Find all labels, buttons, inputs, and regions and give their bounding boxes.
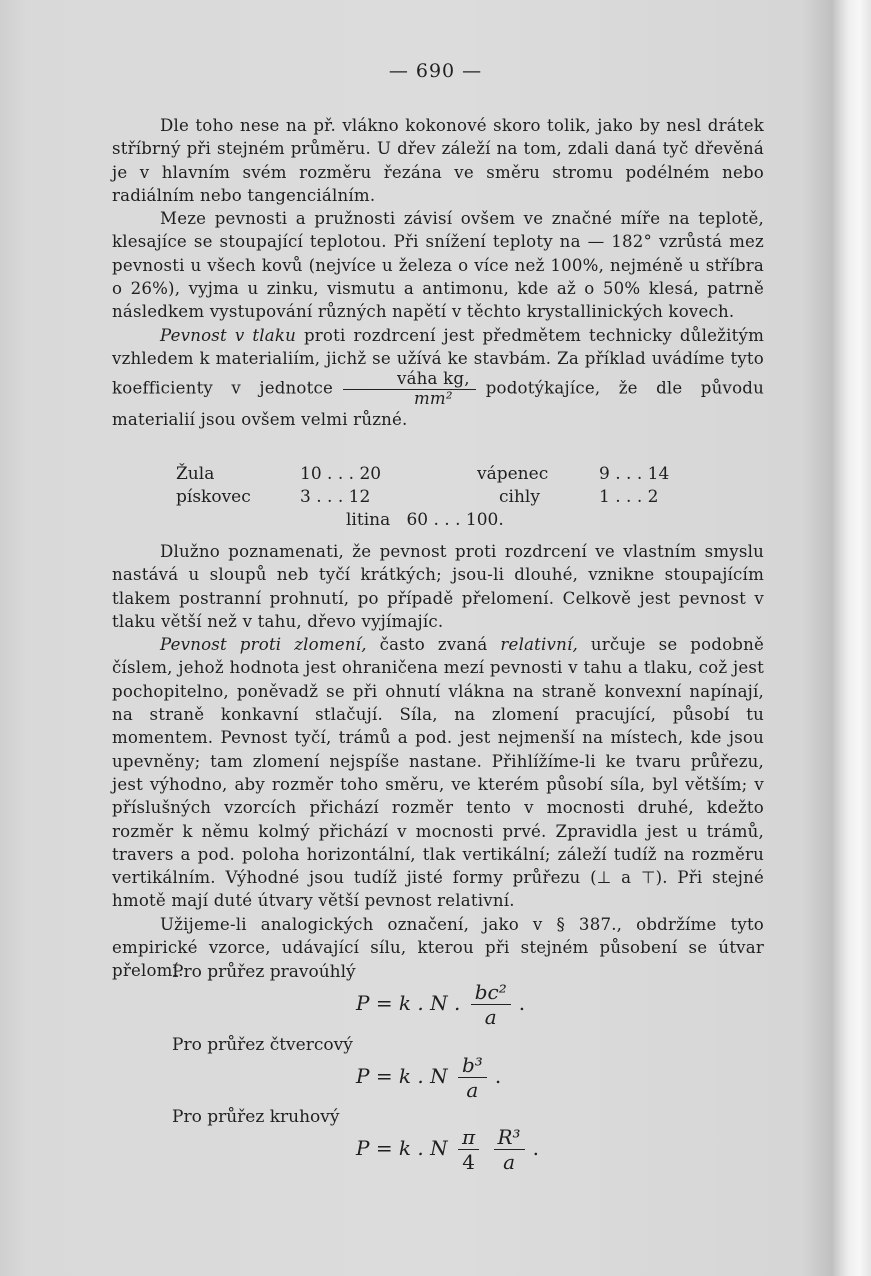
formula-1-numerator: bc² [471,980,511,1005]
formula-2-fraction [458,1053,487,1102]
formula-1-denominator: a [484,1005,497,1029]
material-name: cihly [499,486,540,507]
paragraph-3-text-b: podotýkajíce, že dle původu materialií jsou ovšem velmi různé. [112,378,764,430]
material-name: pískovec [176,486,251,507]
formula-3-denominator-1: 4 [462,1150,475,1174]
paragraph-1: Dle toho nese na př. vlákno kokonové skoro tolik, jako by nesl drátek stříbrný při stejném průměru. U dřev záleží na tom, zdali daná tyč dřevěná je v hlavním svém rozměru řezána ve směru stromu podélném nebo radiálním nebo tangenciálním. [112,116,764,205]
formula-3-lhs: P = k . N [356,1136,448,1160]
formula-3-fraction-pi [458,1125,479,1174]
paragraph-4: Dlužno poznamenati, že pevnost proti rozdrcení ve vlastním smyslu nastává u sloupů neb tyčí krátkých; jsou-li dlouhé, vznikne stoupajícím tlakem postranní prohnutí, po případě přelomení. Celkově jest pevnost v tlaku větší než v tahu, dřevo vyjímajíc. [112,542,764,631]
text-block-bottom [112,540,764,983]
paragraph-6: Užijeme-li analogických označení, jako v § 387., obdržíme tyto empirické vzorce, udávající sílu, kterou při stejném působení se útvar přelomí. [112,914,764,981]
formula-2-lhs: P = k . N [356,1064,448,1088]
material-range: 60 . . . 100. [406,509,504,530]
formula-1-label: Pro průřez pravoúhlý [172,962,356,982]
table-row [176,462,669,485]
paragraph-3 [112,324,764,432]
t-section-icon: ⊥ [596,868,612,888]
table-row [176,485,669,508]
unit-fraction [343,370,476,408]
unit-denominator: mm² [413,389,453,409]
material-name: vápenec [477,463,549,484]
paragraph-2: Meze pevnosti a pružnosti závisí ovšem ve značné míře na teplotě, klesajíce se stoupající teplotou. Při snížení teploty na — 182° vzrůstá mez pevnosti u všech kovů (nejvíce u železa o více než 100%, nejméně u stříbra o 26%), vyjma u zinku, vismutu a antimonu, kde až o 50% klesá, patrně následkem vystupování různých napětí v těchto krystallinických kovech. [112,209,764,322]
term-relativni: relativní, [500,635,578,655]
material-range: 10 . . . 20 [300,463,382,484]
inverted-t-section-icon: ⊤ [640,868,656,888]
material-range: 3 . . . 12 [300,486,371,507]
paragraph-3-text-a: proti rozdrcení jest předmětem technicky důležitým vzhledem k materialiím, jichž se užívá ke stavbám. Za příklad uvádíme tyto koefficienty v jednotce [112,325,764,398]
formula-3-fraction-r [494,1125,525,1174]
formula-1-fraction [471,980,511,1029]
material-range: 9 . . . 14 [599,463,670,484]
paragraph-5-conjunction: a [611,868,641,888]
table-row [176,508,669,531]
material-name: Žula [176,463,215,484]
formula-1: P = k . N . $\frac{\text{bc²}}{a}$ . [356,980,526,1029]
formula-2-denominator: a [466,1078,479,1102]
term-pevnost-proti-zlomeni: Pevnost proti zlomení, [160,635,367,655]
page-number: — 690 — [388,60,483,82]
material-litina [300,508,669,531]
term-pevnost-v-tlaku: Pevnost v tlaku [160,325,296,345]
formula-2-numerator: b³ [458,1053,487,1078]
formula-3-label: Pro průřez kruhový [172,1107,340,1127]
material-range: 1 . . . 2 [599,486,659,507]
paragraph-5-text-b: určuje se podobně číslem, jehož hodnota jest ohraničena mezí pevnosti v tahu a tlaku, což jest pochopitelno, poněvadž se při ohnutí vlákna na straně konvexní napínají, na straně konkavní stlačují. Síla, na zlomení pracující, působí tu momentem. Pevnost tyčí, trámů a pod. jest nejmenší na místech, kde jsou upevněny; tam zlomení nejspíše nastane. Přihlížíme-li ke tvaru průřezu, jest výhodno, aby rozměr toho směru, ve kterém působí síla, byl větším; v příslušných vzorcích přichází rozměr tento v mocnosti druhé, kdežto rozměr k němu kolmý přichází v mocnosti prvé. Zpravidla jest u trámů, travers a pod. poloha horizontální, tlak vertikální; záleží tudíž na rozměru vertikálním. Výhodné jsou tudíž jisté formy průřezu ( [112,635,765,888]
paragraph-5-text-a: často zvaná [366,635,501,655]
formula-3: P = k . N $\frac{\pi}{4}$ $\frac{\text{R³}}{a}$ . [356,1125,539,1174]
page-edge [833,0,871,1276]
formula-3-numerator-1: π [458,1125,479,1150]
text-block-top [112,114,764,432]
formula-2-label: Pro průřez čtvercový [172,1035,353,1055]
formula-3-numerator-2: R³ [494,1125,525,1150]
formula-3-denominator-2: a [503,1150,515,1174]
unit-numerator: váha kg, [343,370,476,390]
paragraph-5-text-c: ). Při stejné hmotě mají duté útvary větší pevnost relativní. [112,868,764,911]
paragraph-5 [112,633,764,913]
formula-2: P = k . N $\frac{\text{b³}}{a}$ . [356,1053,502,1102]
materials-table [176,462,669,531]
formula-1-lhs: P = k . N . [356,991,461,1015]
material-name: litina [346,509,391,530]
